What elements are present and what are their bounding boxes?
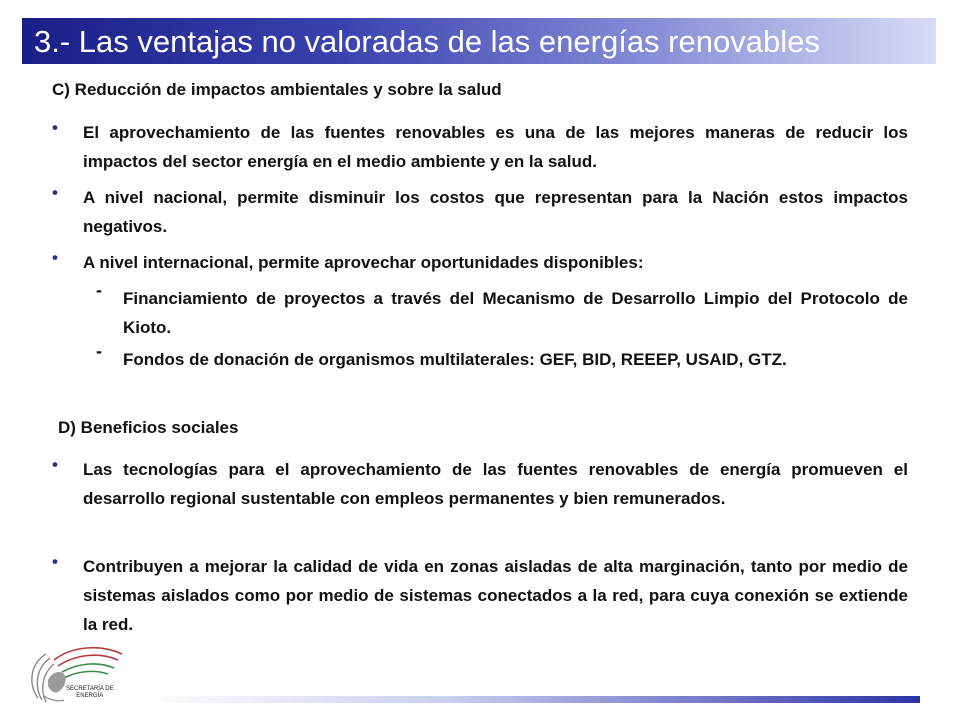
section-c-heading: C) Reducción de impactos ambientales y sobre la salud [52,80,502,99]
national-eagle-seal-icon [24,640,144,716]
section-d-heading: D) Beneficios sociales [58,418,239,437]
logo-caption [66,686,114,700]
bullet-marker: • [52,183,58,202]
sub-item-text: Fondos de donación de organismos multilaterales: GEF, BID, REEEP, USAID, GTZ. [123,350,787,369]
dash-marker: - [96,280,102,300]
bullet-text: A nivel internacional, permite aprovechar oportunidades disponibles: [83,253,644,272]
dash-marker: - [96,341,102,361]
page-title: 3.- Las ventajas no valoradas de las energías renovables [34,24,820,59]
sub-item [96,280,908,342]
logo-line-2: ENERGÍA [76,693,104,699]
bullet-item [52,552,908,639]
title-bar [22,18,936,64]
footer-gradient-line [140,696,920,703]
bullet-text: El aprovechamiento de las fuentes renovables es una de las mejores maneras de reducir los impactos del sector energía en el medio ambiente y en la salud. [83,123,908,171]
sub-item [96,341,908,374]
bullet-text: Contribuyen a mejorar la calidad de vida en zonas aisladas de alta marginación, tanto por medio de sistemas aislados como por medio de sistemas conectados a la red, para cuya conexión se extiende la red. [83,557,908,634]
sub-item-text: Financiamiento de proyectos a través del Mecanismo de Desarrollo Limpio del Protocolo de Kioto. [123,289,908,337]
bullet-item [52,118,908,176]
bullet-marker: • [52,248,58,267]
bullet-item [52,248,908,277]
logo-line-1: SECRETARÍA DE [66,686,114,692]
bullet-marker: • [52,455,58,474]
bullet-marker: • [52,118,58,137]
bullet-marker: • [52,552,58,571]
bullet-item [52,183,908,241]
bullet-text: Las tecnologías para el aprovechamiento de las fuentes renovables de energía promueven el desarrollo regional sustentable con empleos permanentes y bien remunerados. [83,460,908,508]
bullet-item [52,455,908,513]
bullet-text: A nivel nacional, permite disminuir los costos que representan para la Nación estos impactos negativos. [83,188,908,236]
